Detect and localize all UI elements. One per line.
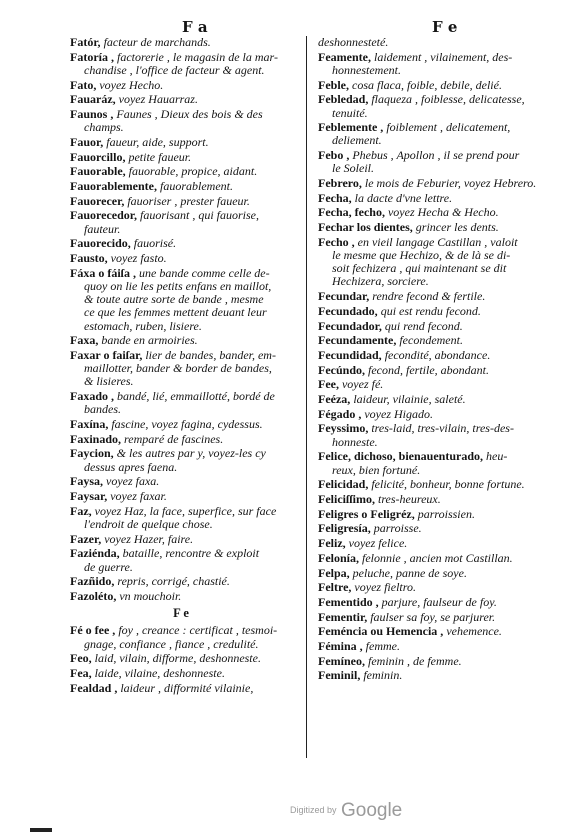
entry-definition: grincer les dents.	[412, 220, 499, 235]
entry-definition: soit fechizera , qui maintenant se dit	[332, 261, 507, 276]
entry-definition: qui rend fecond.	[381, 318, 463, 333]
entry-definition: tres-heureux.	[374, 492, 441, 506]
entry-definition: deliement.	[332, 133, 382, 148]
entry-headword: Feliciſſimo,	[318, 492, 375, 506]
entry-headword: Feo,	[70, 651, 92, 666]
dictionary-entry	[318, 364, 518, 377]
entry-definition: voyez Hauarraz.	[115, 92, 198, 107]
entry-definition: voyez faxa.	[103, 474, 160, 489]
entry-definition: laidement , vilainement, des-	[370, 49, 513, 64]
dictionary-entry	[70, 151, 292, 164]
dictionary-entry	[70, 93, 292, 106]
entry-definition: fauorisé.	[130, 236, 177, 251]
entry-headword: Fauor,	[70, 134, 104, 149]
entry-headword: Febledad,	[318, 92, 369, 107]
entry-headword: Febo ,	[318, 148, 350, 163]
entry-headword: Faycion,	[70, 446, 114, 461]
entry-definition: voyez fasto.	[107, 251, 167, 266]
dictionary-entry	[70, 108, 292, 134]
entry-definition: cosa flaca, foible, debile, delié.	[349, 77, 502, 92]
entry-definition: une bande comme celle de-	[136, 265, 270, 280]
dictionary-entry	[70, 390, 292, 416]
entry-definition: felicité, bonheur, bonne fortune.	[368, 477, 525, 492]
digitized-watermark	[290, 800, 402, 822]
entry-definition: flaqueza , foiblesse, delicatesse,	[368, 92, 525, 107]
entry-definition: Hechizera, sorciere.	[332, 274, 429, 289]
dictionary-entry	[318, 581, 518, 594]
entry-definition: bandes.	[84, 402, 121, 417]
entry-definition: tenuité.	[332, 105, 368, 120]
dictionary-entry	[318, 408, 518, 421]
left-column	[70, 36, 292, 696]
entry-definition: ce que les femmes mettent deuant leur	[84, 305, 267, 320]
entry-headword: Faxa,	[70, 333, 99, 348]
dictionary-entry	[318, 537, 518, 550]
entry-definition: fauorisant , qui fauorise,	[137, 208, 260, 223]
entry-definition: le mois de Feburier, voyez Hebrero.	[361, 176, 537, 191]
dictionary-entry	[318, 522, 518, 535]
entry-definition: fauorablement.	[156, 179, 233, 194]
dictionary-entry	[318, 176, 537, 191]
dictionary-entry	[318, 450, 518, 476]
entry-headword: Feyssimo,	[318, 421, 369, 436]
entry-definition: voyez Hazer, faire.	[101, 531, 194, 546]
column-divider	[306, 36, 307, 758]
dictionary-entry	[318, 378, 518, 391]
dictionary-entry	[70, 533, 292, 546]
entry-headword: Fecundamente,	[318, 333, 397, 348]
entry-definition: & les autres par y, voyez-les cy	[113, 446, 266, 461]
entry-definition: quoy on lie les petits enfans en maillot,	[84, 278, 272, 293]
entry-headword: Fazer,	[70, 531, 102, 546]
entry-definition: fecondité, abondance.	[381, 347, 491, 362]
dictionary-entry	[70, 433, 292, 446]
dictionary-entry	[70, 547, 292, 573]
entry-headword: Fementir,	[318, 609, 368, 624]
entry-headword: Fausto,	[70, 251, 108, 266]
entry-headword: Femíneo,	[318, 653, 365, 668]
entry-headword: Fauorecer,	[70, 193, 125, 208]
dictionary-entry	[318, 320, 518, 333]
entry-definition: honnestement.	[332, 62, 401, 77]
dictionary-entry	[318, 493, 518, 506]
entry-definition: fauoriser , prester faueur.	[124, 193, 250, 208]
entry-definition: feminin.	[360, 668, 403, 683]
dictionary-entry	[70, 195, 292, 208]
entry-definition: repris, corrigé, chastié.	[114, 574, 230, 589]
entry-definition: voyez Higado.	[361, 406, 433, 421]
entry-headword: Fato,	[70, 77, 97, 92]
dictionary-entry	[318, 669, 518, 682]
entry-headword: Faysa,	[70, 474, 103, 489]
dictionary-entry	[318, 640, 518, 653]
entry-headword: Fazoléto,	[70, 588, 117, 603]
entry-headword: Feligresía,	[318, 521, 371, 536]
entry-headword: Feminil,	[318, 668, 361, 683]
entry-headword: Fee,	[318, 377, 339, 392]
dictionary-entry	[70, 209, 292, 235]
dictionary-entry	[70, 667, 292, 680]
bottom-edge-mark	[30, 828, 52, 832]
entry-headword: Fauorablemente,	[70, 179, 157, 194]
entry-definition: fecond, fertile, abondant.	[365, 362, 489, 377]
entry-definition: petite faueur.	[125, 149, 192, 164]
digitized-by-text: Digitized by	[290, 805, 337, 815]
entry-definition: remparé de fascines.	[121, 431, 224, 446]
dictionary-entry	[70, 590, 292, 603]
entry-headword: Fecha, fecho,	[318, 205, 385, 220]
entry-headword: Fatoría ,	[70, 49, 114, 64]
running-head-right: F e	[432, 18, 458, 36]
dictionary-entry	[70, 447, 292, 473]
dictionary-entry	[70, 490, 292, 503]
entry-headword: Faxinado,	[70, 431, 122, 446]
entry-headword: Fea,	[70, 665, 92, 680]
entry-headword: Faysar,	[70, 489, 108, 503]
entry-definition: voyez fieltro.	[351, 580, 416, 595]
entry-definition: bandé, lié, emmaillotté, bordé de	[114, 389, 275, 404]
google-logo-text: Google	[340, 800, 403, 821]
entry-definition: dessus apres faena.	[84, 459, 178, 474]
dictionary-entry	[318, 625, 518, 638]
entry-headword: Faunos ,	[70, 107, 114, 122]
entry-headword: Fecundador,	[318, 318, 382, 333]
entry-definition: le mesme que Hechizo, & de là se di-	[332, 248, 511, 263]
entry-definition: le Soleil.	[332, 161, 374, 176]
entry-headword: Fáxa o fáiſa ,	[70, 265, 136, 280]
entry-definition: voyez fé.	[338, 377, 384, 392]
dictionary-entry	[318, 92, 525, 120]
dictionary-entry	[318, 508, 518, 521]
dictionary-entry	[70, 252, 292, 265]
entry-definition: faulser sa foy, se parjurer.	[367, 609, 496, 624]
entry-definition: voyez felice.	[345, 536, 408, 551]
entry-definition: fauteur.	[84, 221, 121, 236]
dictionary-entry	[70, 624, 292, 650]
dictionary-entry	[70, 51, 292, 77]
entry-definition: fecondement.	[396, 333, 463, 348]
dictionary-entry	[318, 334, 518, 347]
entry-headword: Feblemente ,	[318, 120, 384, 135]
entry-definition: factorerie , le magasin de la mar-	[114, 49, 278, 64]
dictionary-entry	[70, 575, 292, 588]
entry-definition: voyez Haz, la face, superfice, sur face	[91, 503, 277, 518]
dictionary-entry	[318, 206, 518, 219]
dictionary-entry	[318, 149, 518, 175]
right-column	[318, 35, 537, 684]
dictionary-entry	[70, 36, 292, 49]
section-heading: F e	[173, 606, 189, 621]
entry-definition: parjure, faulseur de foy.	[378, 594, 497, 609]
dictionary-entry	[318, 349, 518, 362]
dictionary-entry	[318, 611, 518, 624]
entry-definition: champs.	[84, 120, 124, 135]
entry-headword: Faxar o faiſar,	[70, 347, 143, 362]
dictionary-entry	[318, 655, 518, 668]
dictionary-entry	[318, 121, 518, 147]
dictionary-entry	[70, 79, 292, 92]
entry-headword: Febrero,	[318, 176, 362, 191]
entry-definition: heu-	[483, 449, 508, 464]
entry-definition: bataille, rencontre & exploit	[119, 546, 260, 561]
entry-definition: estomach, ruben, lisiere.	[84, 318, 202, 333]
entry-headword: Fecundidad,	[318, 347, 382, 362]
entry-definition: vehemence.	[443, 624, 502, 639]
entry-definition: parroissien.	[414, 506, 475, 521]
entry-definition: laideur, vilainie, saleté.	[350, 392, 466, 407]
dictionary-entry	[70, 180, 292, 193]
entry-definition: rendre fecond & fertile.	[369, 289, 486, 304]
entry-definition: felonnie , ancien mot Castillan.	[359, 550, 513, 565]
entry-headword: Felonía,	[318, 550, 359, 565]
dictionary-entry	[318, 567, 518, 580]
entry-definition: feminin , de femme.	[365, 653, 462, 668]
entry-definition: qui est rendu fecond.	[377, 303, 481, 318]
entry-definition: Phebus , Apollon , il se prend pour	[349, 148, 520, 163]
entry-definition: Faunes , Dieux des bois & des	[113, 107, 263, 122]
entry-definition: fauorable, propice, aidant.	[125, 164, 258, 179]
entry-headword: Feéza,	[318, 392, 351, 407]
entry-definition: faueur, aide, support.	[103, 134, 209, 149]
entry-headword: Fealdad ,	[70, 680, 118, 695]
entry-definition: facteur de marchands.	[100, 35, 211, 49]
entry-definition: de guerre.	[84, 559, 133, 574]
entry-headword: Fementido ,	[318, 594, 379, 609]
entry-definition: deshonnesteté.	[318, 35, 389, 49]
dictionary-entry	[70, 505, 292, 531]
entry-definition: honneste.	[332, 434, 378, 449]
dictionary-entry	[70, 682, 292, 695]
entry-headword: Fauaráz,	[70, 92, 116, 107]
entry-definition: reux, bien fortuné.	[332, 462, 421, 477]
entry-headword: Feble,	[318, 77, 349, 92]
entry-definition: gnage, confiance , fiance , credulité.	[84, 636, 259, 651]
dictionary-entry	[70, 237, 292, 250]
entry-headword: Fauorecedor,	[70, 208, 137, 223]
dictionary-entry	[70, 475, 292, 488]
dictionary-entry	[318, 393, 518, 406]
entry-headword: Fecha,	[318, 190, 352, 205]
entry-definition: l'endroit de quelque chose.	[84, 516, 213, 531]
dictionary-entry	[318, 236, 518, 289]
entry-headword: Feltre,	[318, 580, 352, 595]
entry-headword: Faz,	[70, 503, 92, 518]
dictionary-entry	[318, 305, 518, 318]
entry-headword: Fauorable,	[70, 164, 126, 179]
entry-definition: foiblement , delicatement,	[383, 120, 511, 135]
entry-headword: Faxado ,	[70, 389, 115, 404]
dictionary-entry	[70, 334, 292, 347]
entry-definition: chandise , l'office de facteur & agent.	[84, 62, 265, 77]
entry-definition: maillotter, bander & border de bandes,	[84, 361, 272, 376]
dictionary-entry	[318, 596, 518, 609]
entry-headword: Feméncia ou Hemencia ,	[318, 624, 444, 639]
entry-headword: Feamente,	[318, 49, 371, 64]
entry-definition: voyez Hecha & Hecho.	[384, 205, 499, 220]
entry-headword: Fazñido,	[70, 574, 115, 589]
entry-definition: parroisse.	[370, 521, 422, 536]
entry-definition: laideur , difformité vilainie,	[117, 680, 254, 695]
dictionary-entry	[318, 36, 518, 49]
entry-definition: laid, vilain, difforme, deshonneste.	[91, 651, 261, 666]
dictionary-entry	[70, 652, 292, 665]
entry-headword: Faziénda,	[70, 546, 120, 561]
entry-headword: Fémina ,	[318, 639, 363, 654]
dictionary-entry	[318, 422, 518, 448]
entry-headword: Fégado ,	[318, 406, 362, 421]
entry-definition: bande en armoiries.	[98, 333, 198, 348]
dictionary-entry	[318, 79, 518, 92]
entry-headword: Fecundar,	[318, 289, 370, 304]
dictionary-entry	[318, 192, 518, 205]
entry-definition: foy , creance : certificat , tesmoi-	[115, 623, 278, 638]
entry-definition: & toute autre sorte de bande , mesme	[84, 292, 264, 307]
entry-definition: voyez faxar.	[107, 489, 167, 503]
entry-headword: Fecundado,	[318, 303, 378, 318]
entry-definition: en vieil langage Castillan , valoit	[354, 234, 518, 249]
entry-headword: Fecúndo,	[318, 362, 366, 377]
entry-definition: femme.	[362, 639, 400, 654]
entry-definition: lier de bandes, bander, em-	[142, 347, 276, 362]
dictionary-entry	[318, 477, 525, 492]
running-head-left: F a	[182, 18, 208, 36]
entry-definition: tres-laid, tres-vilain, tres-des-	[368, 421, 514, 436]
entry-headword: Feliz,	[318, 536, 346, 551]
entry-headword: Felpa,	[318, 565, 350, 580]
entry-headword: Fecho ,	[318, 234, 355, 249]
dictionary-entry	[70, 165, 292, 178]
entry-headword: Fé o fee ,	[70, 623, 116, 638]
entry-definition: & lisieres.	[84, 374, 134, 389]
dictionary-entry	[70, 418, 292, 431]
entry-headword: Faxína,	[70, 416, 109, 431]
entry-definition: laide, vilaine, deshonneste.	[91, 665, 225, 680]
entry-headword: Feligres o Feligréz,	[318, 506, 415, 521]
entry-headword: Fatór,	[70, 35, 101, 49]
entry-definition: la dacte d'vne lettre.	[351, 190, 453, 205]
entry-definition: vn mouchoir.	[116, 588, 182, 603]
dictionary-entry	[318, 221, 518, 234]
dictionary-entry	[70, 267, 292, 333]
dictionary-entry	[318, 552, 518, 565]
entry-headword: Fauorecido,	[70, 236, 131, 251]
entry-headword: Felicidad,	[318, 477, 369, 492]
dictionary-entry	[318, 290, 518, 303]
dictionary-entry	[318, 51, 518, 77]
entry-headword: Fauorcillo,	[70, 149, 126, 164]
entry-definition: fascine, voyez fagina, cydessus.	[108, 416, 263, 431]
entry-headword: Felice, dichoso, bienauenturado,	[318, 449, 484, 464]
dictionary-entry	[70, 136, 292, 149]
entry-definition: voyez Hecho.	[96, 77, 164, 92]
entry-definition: peluche, panne de soye.	[349, 565, 467, 580]
dictionary-entry	[70, 349, 292, 389]
entry-headword: Fechar los dientes,	[318, 220, 413, 235]
